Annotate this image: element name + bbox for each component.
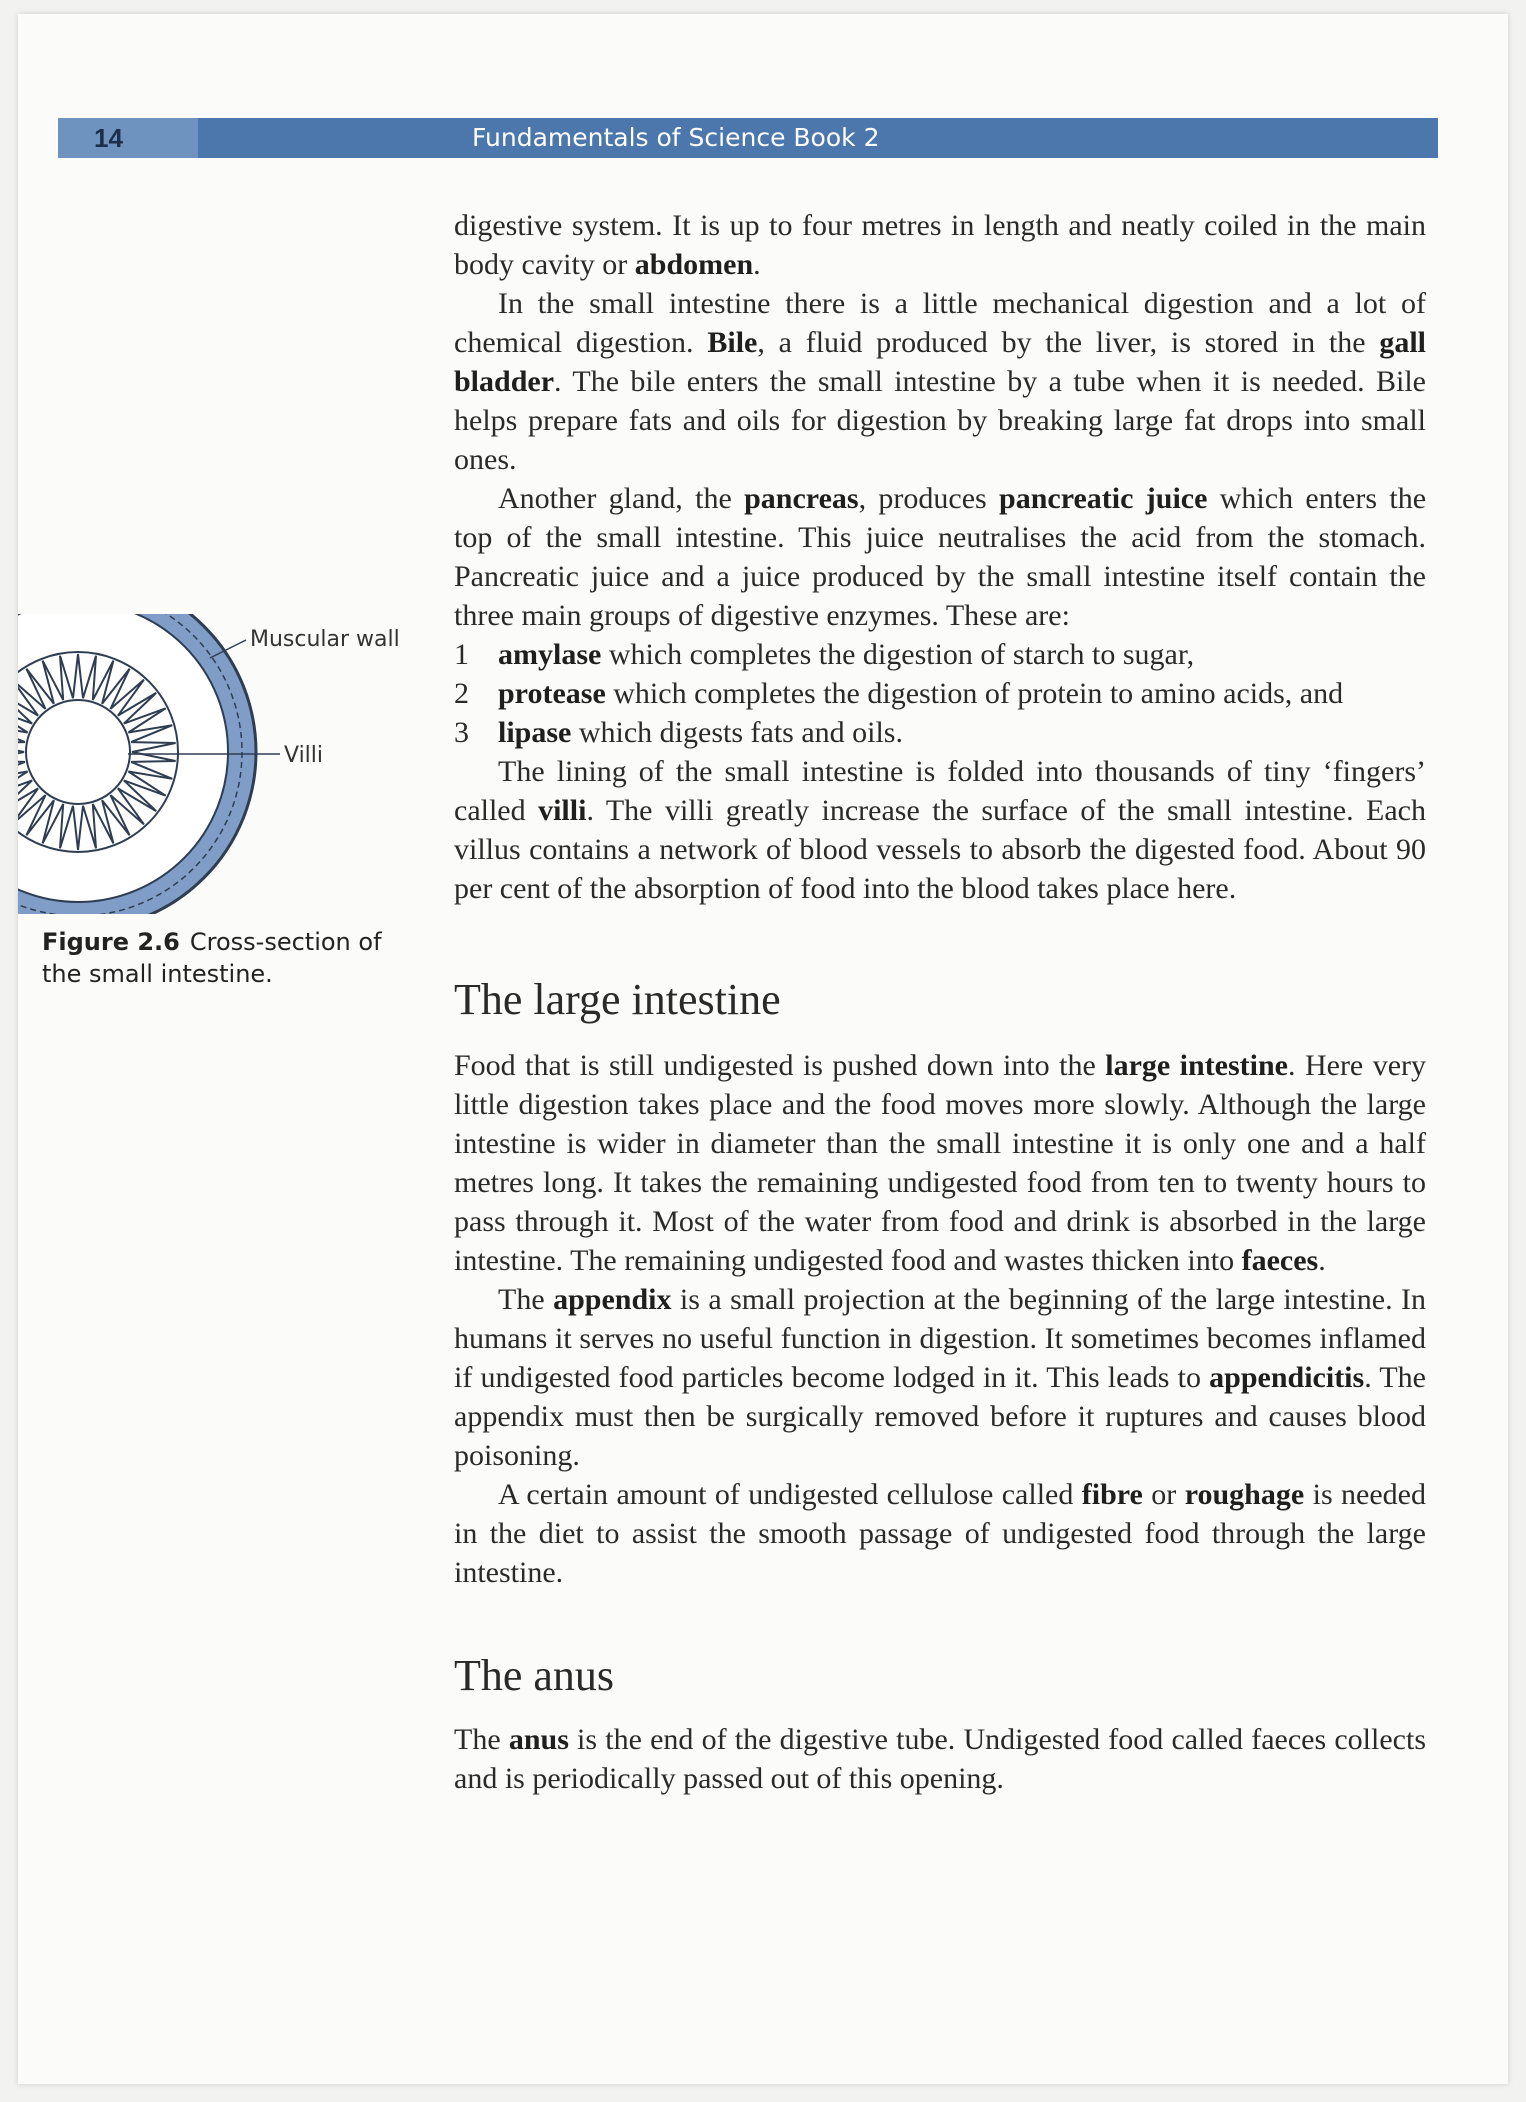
paragraph-pancreas: Another gland, the pancreas, produces pancreatic juice which enters the top of the small intestine. This juice neutralises the acid from the stomach. Pancreatic juice and a juice produced by the small intestine itself contain the three main groups of digestive enzymes. These are: [454, 482, 1427, 632]
paragraph-appendix: The appendix is a small projection at the beginning of the large intestine. In humans it serves no useful function in digestion. It sometimes becomes inflamed if undigested food particles become lodged in it. This leads to appendicitis. The appendix must then be surgically removed before it ruptures and causes blood poisoning. [454, 1283, 1426, 1472]
list-item: 2 protease which completes the digestion of protein to amino acids, and [454, 677, 1344, 710]
villi-label: Villi [284, 743, 324, 768]
paragraph-large-intestine: Food that is still undigested is pushed down into the large intestine. Here very little digestion takes place and the food moves more slowly. Although the large intestine is wider in diameter than the small intestine it is only one and a half metres long. It takes the remaining undigested food from ten to twenty hours to pass through it. Most of the water from food and drink is absorbed in the large intestine. The remaining undigested food and wastes thicken into faeces. [454, 1049, 1427, 1277]
lumen [26, 700, 130, 804]
term-lipase: lipase [498, 716, 572, 749]
term-faeces: faeces [1241, 1244, 1319, 1277]
term-appendicitis: appendicitis [1209, 1361, 1365, 1394]
page-header [58, 118, 1438, 158]
paragraph-villi: The lining of the small intestine is folded into thousands of tiny ‘fingers’ called villi. The villi greatly increase the surface of the small intestine. Each villus contains a network of blood vessels to absorb the digested food. About 90 per cent of the absorption of food into the blood takes place here. [454, 755, 1427, 905]
figure-label: Figure 2.6 [42, 928, 180, 956]
heading-anus: The anus [454, 1651, 615, 1700]
term-pancreatic-juice: pancreatic juice [999, 482, 1208, 515]
term-roughage: roughage [1184, 1478, 1305, 1511]
term-large-intestine: large intestine [1105, 1049, 1288, 1082]
term-amylase: amylase [498, 638, 602, 671]
term-gall-bladder: gall bladder [454, 326, 1426, 398]
book-title: Fundamentals of Science Book 2 [472, 123, 880, 152]
paragraph-anus: The anus is the end of the digestive tube. Undigested food called faeces collects and is periodically passed out of this opening. [454, 1723, 1426, 1795]
term-fibre: fibre [1081, 1478, 1143, 1511]
figure-caption [42, 926, 382, 990]
book-page [18, 14, 1508, 2084]
term-villi: villi [538, 794, 587, 827]
paragraph-digestive-system: digestive system. It is up to four metres in length and neatly coiled in the main body cavity or abdomen. [454, 209, 1426, 281]
term-bile: Bile [707, 326, 758, 359]
term-abdomen: abdomen [634, 248, 754, 281]
paragraph-fibre: A certain amount of undigested cellulose called fibre or roughage is needed in the diet to assist the smooth passage of undigested food through the large intestine. [454, 1478, 1426, 1589]
figure-caption-text: Cross-section of the small intestine. [42, 928, 382, 988]
main-text [454, 206, 1426, 1798]
term-anus: anus [508, 1723, 569, 1756]
page-number: 14 [58, 118, 198, 158]
list-item: 3 lipase which digests fats and oils. [454, 716, 903, 749]
term-appendix: appendix [553, 1283, 672, 1316]
term-pancreas: pancreas [744, 482, 859, 515]
paragraph-bile: In the small intestine there is a little mechanical digestion and a lot of chemical digestion. Bile, a fluid produced by the liver, is stored in the gall bladder. The bile enters the small intestine by a tube when it is needed. Bile helps prepare fats and oils for digestion by breaking large fat drops into small ones. [454, 287, 1426, 476]
intestine-diagram [18, 614, 418, 914]
term-protease: protease [498, 677, 606, 710]
list-item: 1 amylase which completes the digestion of starch to sugar, [454, 638, 1195, 671]
heading-large-intestine: The large intestine [454, 975, 781, 1024]
muscular-wall-label: Muscular wall [250, 627, 400, 652]
